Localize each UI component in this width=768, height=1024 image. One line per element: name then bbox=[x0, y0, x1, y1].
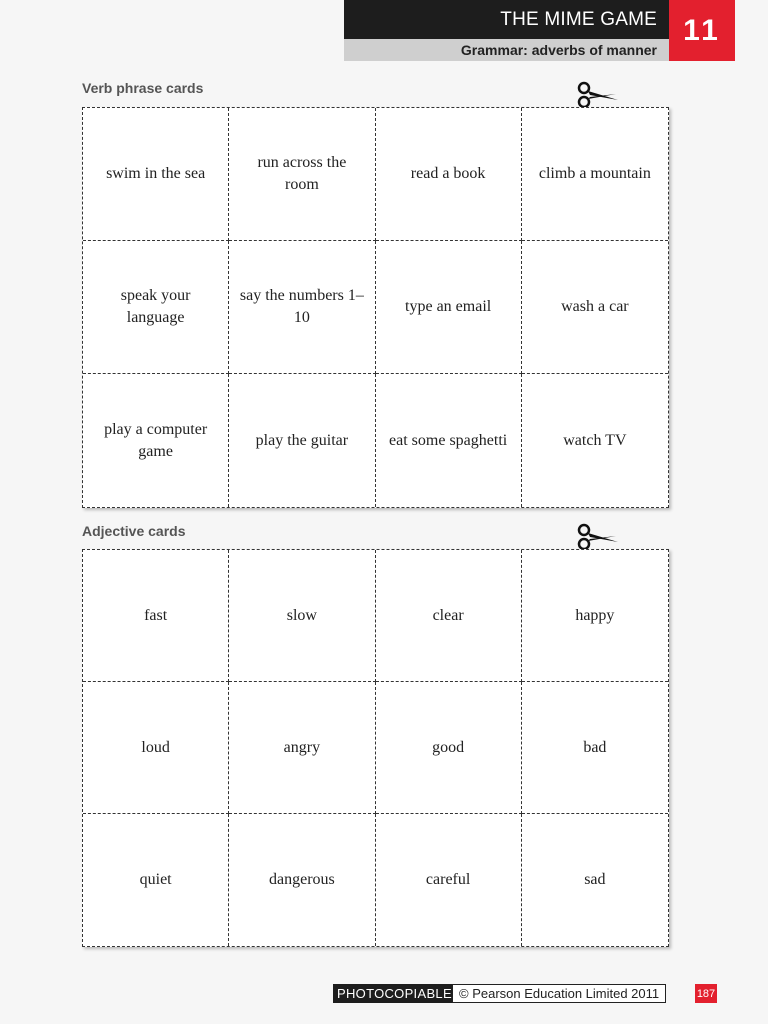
adjective-card: angry bbox=[229, 682, 375, 814]
adjective-card: careful bbox=[376, 814, 522, 946]
verb-card: eat some spaghetti bbox=[376, 374, 522, 507]
verb-card: say the numbers 1–10 bbox=[229, 241, 375, 374]
verb-card: read a book bbox=[376, 108, 522, 241]
verb-section-title: Verb phrase cards bbox=[82, 80, 204, 96]
adjective-card: sad bbox=[584, 871, 606, 888]
adjective-card: bad bbox=[522, 682, 668, 814]
adjective-card: fast bbox=[83, 550, 229, 682]
verb-card: play a computer game bbox=[83, 374, 229, 507]
verb-card: run across the room bbox=[229, 108, 375, 241]
adjective-card: quiet bbox=[83, 814, 229, 946]
verb-card: play the guitar bbox=[229, 374, 375, 507]
verb-card: type an email bbox=[376, 241, 522, 374]
verb-card: swim in the sea bbox=[83, 108, 229, 241]
adjective-card: dangerous bbox=[229, 814, 375, 946]
verb-card: watch TV bbox=[563, 431, 627, 449]
scissors-icon bbox=[574, 522, 620, 552]
adjective-card: clear bbox=[376, 550, 522, 682]
photocopiable-label: PHOTOCOPIABLE bbox=[333, 984, 456, 1003]
unit-number-badge: 11 bbox=[669, 0, 735, 61]
page-subtitle: Grammar: adverbs of manner bbox=[344, 39, 669, 61]
page-number: 187 bbox=[695, 984, 717, 1003]
page-title: THE MIME GAME bbox=[344, 0, 669, 39]
verb-card-grid bbox=[82, 107, 669, 508]
verb-card: wash a car bbox=[522, 241, 668, 374]
adjective-card: slow bbox=[229, 550, 375, 682]
copyright-notice: © Pearson Education Limited 2011 bbox=[452, 984, 666, 1003]
scissors-icon bbox=[574, 80, 620, 110]
adjective-card: good bbox=[376, 682, 522, 814]
verb-card: climb a mountain bbox=[522, 108, 668, 241]
adjective-card: loud bbox=[83, 682, 229, 814]
adjective-card: happy bbox=[522, 550, 668, 682]
adjective-section-title: Adjective cards bbox=[82, 523, 186, 539]
verb-card: speak your language bbox=[83, 241, 229, 374]
adjective-card-grid bbox=[82, 549, 669, 947]
